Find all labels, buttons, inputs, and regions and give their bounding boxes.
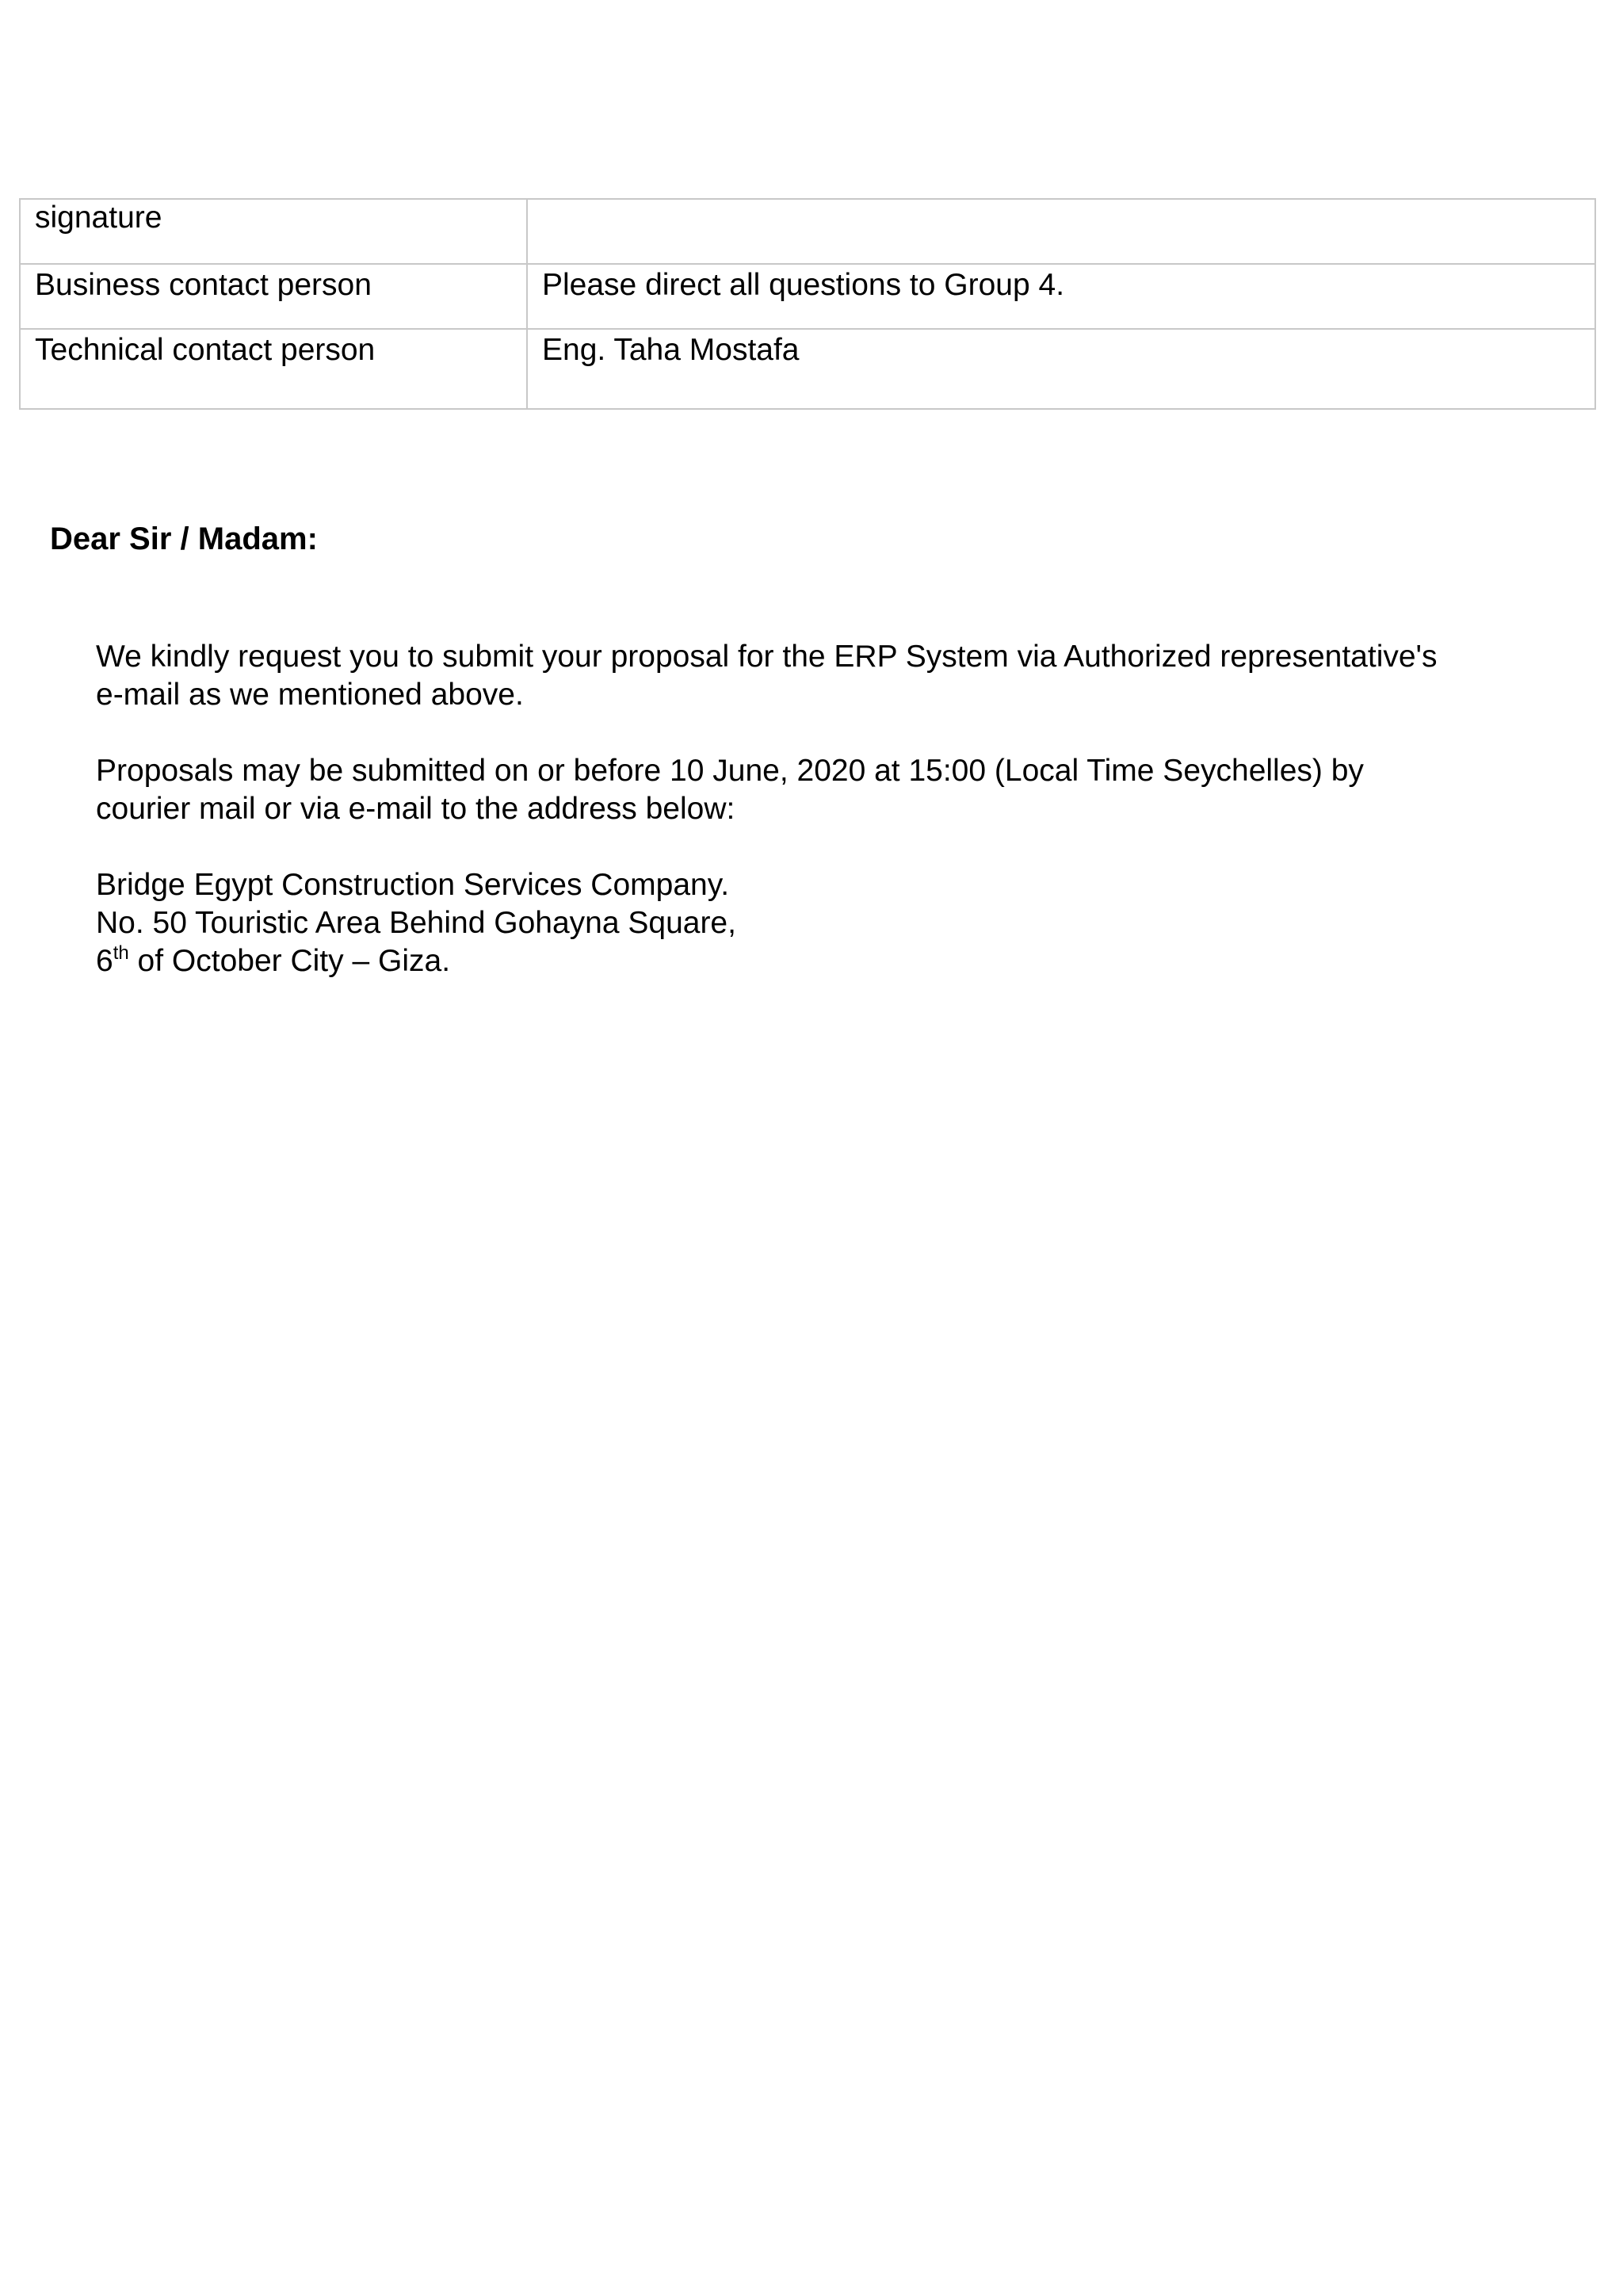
request-line-1: We kindly request you to submit your proposal for the ERP System via Authorized representative's [96,640,1438,674]
deadline-line-2: courier mail or via e-mail to the address below: [96,792,735,826]
address-number: 6 [96,944,113,978]
ordinal-suffix: th [113,942,129,964]
request-line-2: e-mail as we mentioned above. [96,678,524,712]
business-contact-value: Please direct all questions to Group 4. [527,264,1595,329]
table-row-business-contact [20,264,1595,329]
address-line-1: Bridge Egypt Construction Services Company. [96,868,730,902]
table-row-technical-contact [20,329,1595,409]
address-line-3 [96,942,1586,980]
technical-contact-value: Eng. Taha Mostafa [527,329,1595,409]
request-paragraph [96,638,1586,714]
business-contact-label: Business contact person [20,264,527,329]
salutation: Dear Sir / Madam: [50,521,318,556]
technical-contact-label: Technical contact person [20,329,527,409]
address-line-2: No. 50 Touristic Area Behind Gohayna Square, [96,906,736,940]
deadline-paragraph [96,752,1586,828]
deadline-line-1: Proposals may be submitted on or before 10 June, 2020 at 15:00 (Local Time Seychelles) by [96,754,1364,788]
table-row-signature [20,199,1595,264]
address-block [96,866,1586,980]
address-city: of October City – Giza. [128,944,451,978]
contact-table [19,198,1596,410]
signature-label: signature [20,199,527,264]
signature-value [527,199,1595,264]
